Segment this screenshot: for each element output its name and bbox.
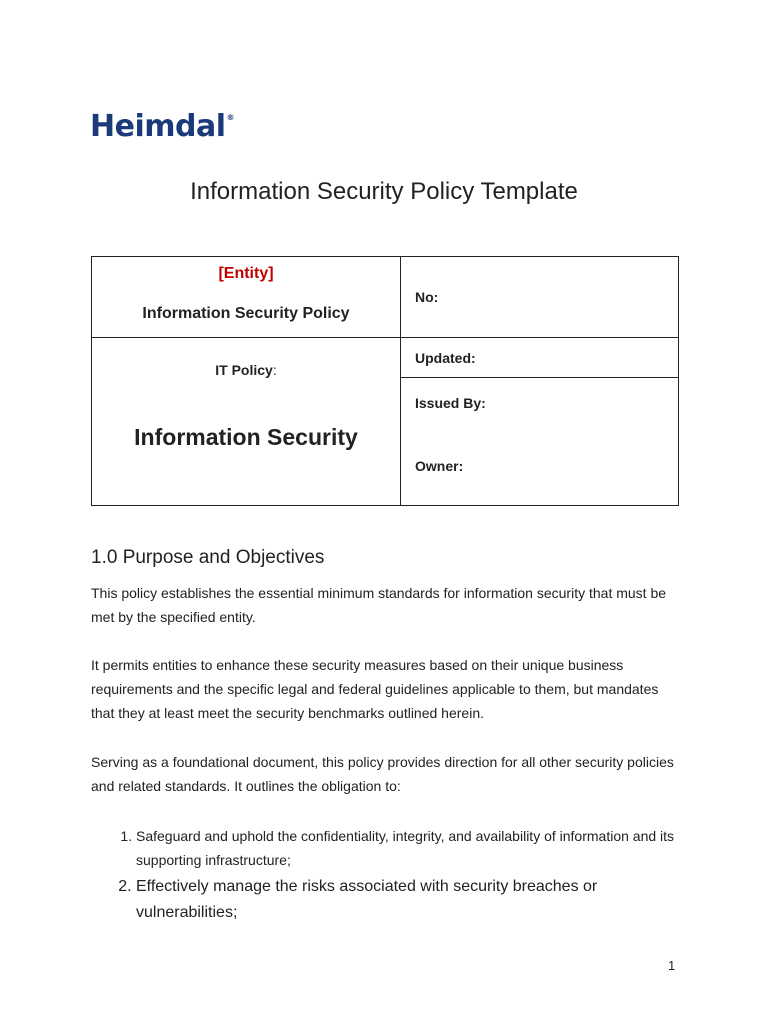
it-policy-text: IT Policy [215, 362, 273, 378]
policy-name: Information Security Policy [142, 305, 350, 322]
it-policy-label [92, 362, 400, 378]
paragraph-3: Serving as a foundational document, this policy provides direction for all other security policies and related standards. It outlines the obligation to: [91, 754, 674, 794]
policy-subject: Information Security [134, 424, 358, 450]
trademark-symbol: ® [226, 113, 234, 122]
owner-cell [401, 428, 679, 506]
issued-by-label: Issued By: [415, 394, 486, 411]
paragraph-1: This policy establishes the essential minimum standards for information security that must be met by the specified entity. [91, 585, 667, 625]
updated-label: Updated: [415, 349, 476, 366]
document-title: Information Security Policy Template [190, 178, 578, 205]
it-policy-colon: : [272, 362, 277, 378]
owner-label: Owner: [415, 458, 464, 475]
it-policy-cell [92, 338, 401, 506]
entity-cell [92, 257, 401, 338]
updated-cell [401, 338, 679, 378]
logo-text: Heimdal [90, 109, 226, 144]
policy-meta-table [91, 256, 679, 506]
list-item: 1. Safeguard and uphold the confidentiality, integrity, and availability of information and its supporting infrastructure; [136, 824, 696, 872]
entity-placeholder: [Entity] [218, 265, 274, 282]
no-label: No: [415, 289, 439, 305]
issued-by-cell [401, 378, 679, 428]
obligations-list [91, 824, 696, 926]
list-item: 2. Effectively manage the risks associated with security breaches or vulnerabilities; [136, 874, 696, 926]
section-heading: 1.0 Purpose and Objectives [91, 547, 325, 568]
heimdal-logo [90, 109, 234, 144]
no-cell [401, 257, 679, 338]
page-number: 1 [668, 958, 676, 973]
paragraph-2: It permits entities to enhance these security measures based on their unique business requirements and the specific legal and federal guidelines applicable to them, but mandates that they at least meet the security benchmarks outlined herein. [91, 657, 659, 721]
